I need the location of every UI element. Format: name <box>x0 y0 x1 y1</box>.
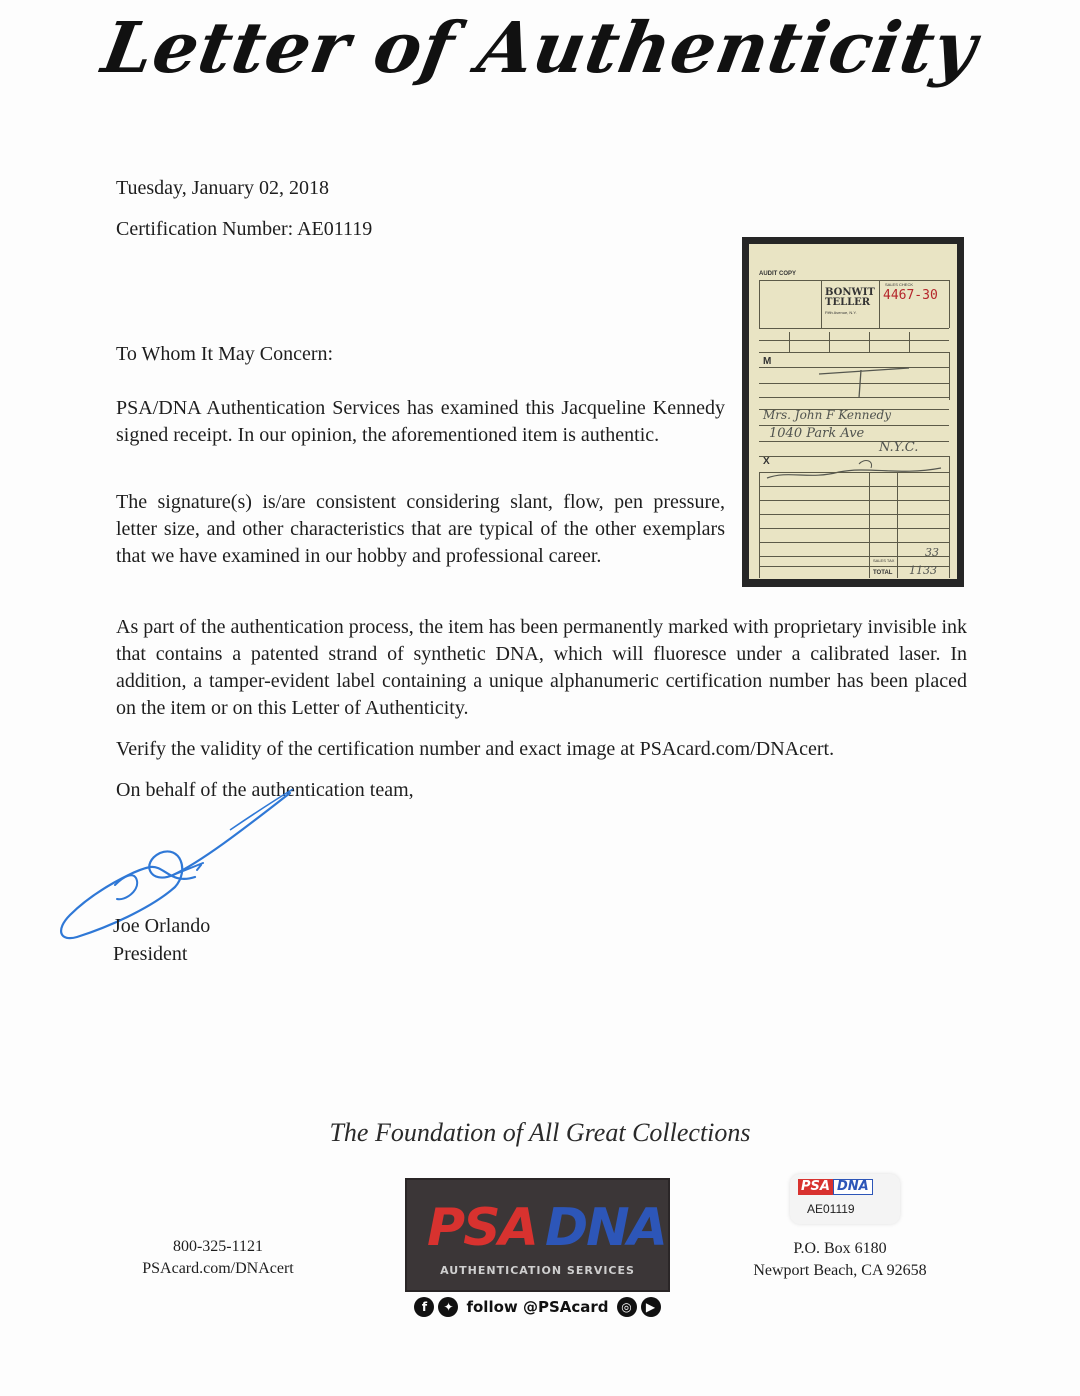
receipt-hand-city: N.Y.C. <box>879 440 919 455</box>
instagram-icon[interactable]: ◎ <box>617 1297 637 1317</box>
footer-tagline: The Foundation of All Great Collections <box>329 1118 751 1147</box>
receipt-x-mark: X <box>763 456 770 467</box>
signatory-name: Joe Orlando <box>113 915 211 937</box>
logo-subtitle: AUTHENTICATION SERVICES <box>440 1264 635 1277</box>
receipt-audit-label: AUDIT COPY <box>759 271 797 277</box>
receipt-hand-tax: 33 <box>925 546 939 559</box>
receipt-total-label: TOTAL <box>873 570 893 576</box>
paragraph-signature-analysis: The signature(s) is/are consistent considering slant, flow, pen pressure, letter size, and other characteristics that are typical of the other exemplars that we have examined in our hobby and professional career. <box>116 491 725 567</box>
receipt-hand-address: 1040 Park Ave <box>769 426 865 441</box>
footer-po-box: P.O. Box 6180 <box>793 1240 887 1257</box>
footer-contact <box>118 1236 318 1280</box>
receipt-m-label: M <box>763 356 772 367</box>
receipt-store-line2: TELLER <box>825 297 871 308</box>
youtube-icon[interactable]: ▶ <box>641 1297 661 1317</box>
logo-psa-text: PSA <box>427 1198 537 1258</box>
receipt-image <box>742 237 964 587</box>
receipt-paper <box>749 244 957 579</box>
sticker-dna: DNA <box>833 1179 873 1195</box>
facebook-icon[interactable]: f <box>414 1297 434 1317</box>
receipt-hand-total: 1133 <box>909 564 937 577</box>
paragraph-authentication-process: As part of the authentication process, the item has been permanently marked with proprietary invisible ink that contains a patented strand of synthetic DNA, which will fluoresce under a calibrated laser. In addition, a tamper-evident label containing a unique alphanumeric certification number has been placed on the item or on this Letter of Authenticity. <box>116 616 967 719</box>
receipt-sales-number: 4467-30 <box>883 288 938 303</box>
closing-line: On behalf of the authentication team, <box>116 779 414 801</box>
document-title: Letter of Authenticity <box>96 6 984 89</box>
paragraph-verification: Verify the validity of the certification number and exact image at PSAcard.com/DNAcert. <box>116 738 835 760</box>
certification-number: Certification Number: AE01119 <box>116 218 373 240</box>
receipt-item-scribble <box>759 456 949 486</box>
receipt-hand-scribble <box>809 362 919 402</box>
footer-website[interactable]: PSAcard.com/DNAcert <box>142 1260 294 1277</box>
salutation: To Whom It May Concern: <box>116 343 334 365</box>
receipt-store-address: Fifth Avenue, N.Y. <box>825 310 857 315</box>
receipt-store-line1: BONWIT <box>825 287 875 298</box>
footer-city: Newport Beach, CA 92658 <box>753 1262 927 1279</box>
receipt-tax-label: SALES TAX <box>873 558 895 563</box>
receipt-hand-name: Mrs. John F Kennedy <box>763 408 892 422</box>
psa-dna-logo <box>405 1178 670 1292</box>
receipt-store-name <box>825 288 875 308</box>
sticker-cert-number: AE01119 <box>807 1202 855 1216</box>
sticker-logo <box>798 1179 873 1195</box>
sticker-psa: PSA <box>798 1179 833 1195</box>
letter-date: Tuesday, January 02, 2018 <box>116 177 329 199</box>
social-follow-bar <box>405 1294 670 1320</box>
footer-phone: 800-325-1121 <box>172 1238 264 1255</box>
logo-dna-text: DNA <box>545 1198 666 1258</box>
paragraph-examination: PSA/DNA Authentication Services has examined this Jacqueline Kennedy signed receipt. In our opinion, the aforementioned item is authentic. <box>116 397 725 446</box>
follow-handle[interactable]: follow @PSAcard <box>466 1298 609 1316</box>
twitter-icon[interactable]: ✦ <box>438 1297 458 1317</box>
receipt-sales-check-label: SALES CHECK <box>885 282 914 287</box>
cert-sticker <box>790 1174 900 1224</box>
footer-address <box>735 1238 945 1282</box>
signatory-title: President <box>113 943 188 965</box>
